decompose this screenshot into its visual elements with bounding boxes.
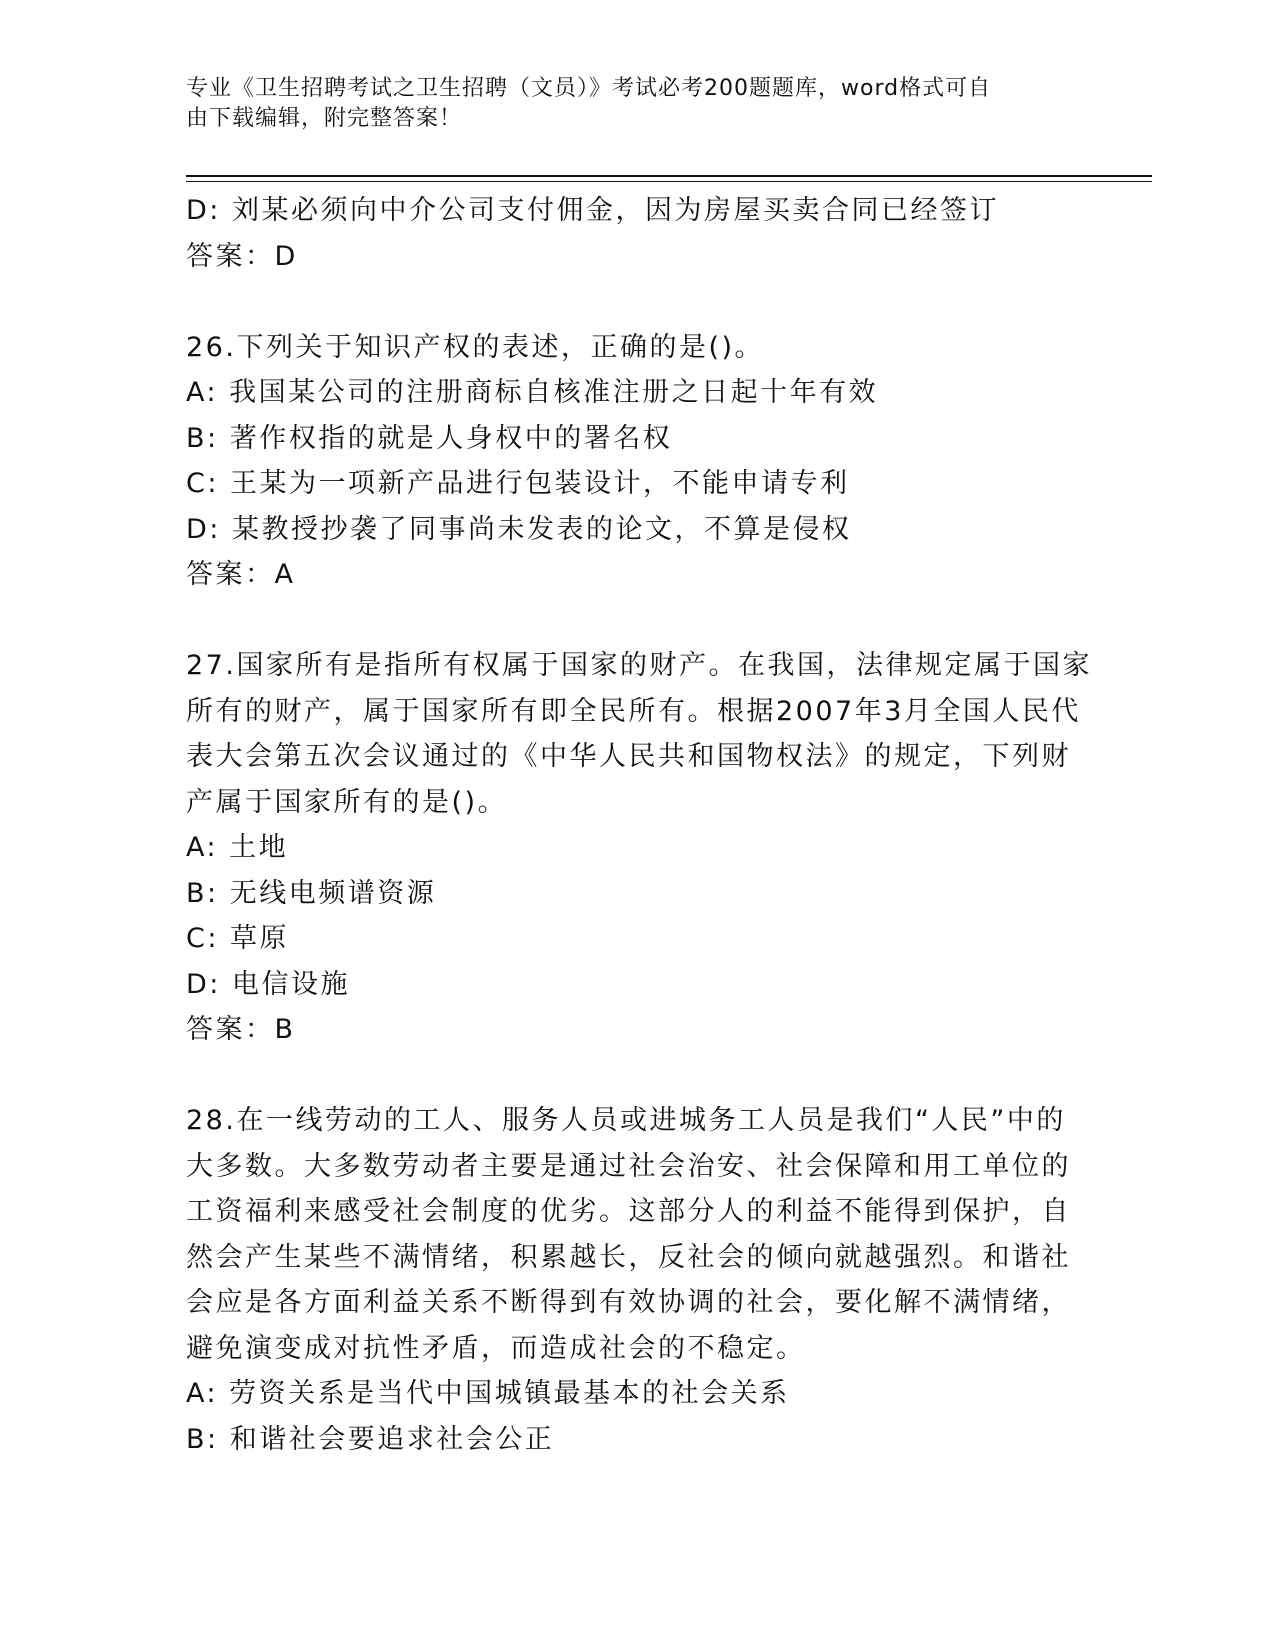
q27-option-b: B: 无线电频谱资源 (186, 877, 437, 909)
q27-option-d: D: 电信设施 (186, 968, 350, 1000)
q27-stem-line: 产属于国家所有的是()。 (186, 786, 508, 818)
q28-stem-line: 工资福利来感受社会制度的优劣。这部分人的利益不能得到保护，自 (186, 1196, 1071, 1227)
spacer (186, 1053, 1086, 1099)
spacer (186, 598, 1086, 644)
q26-option-d: D: 某教授抄袭了同事尚未发表的论文，不算是侵权 (186, 513, 852, 545)
q26-option-a: A: 我国某公司的注册商标自核准注册之日起十年有效 (186, 377, 879, 408)
q26-stem: 26.下列关于知识产权的表述，正确的是()。 (186, 331, 765, 363)
q26-option-b: B: 著作权指的就是人身权中的署名权 (186, 422, 673, 454)
q28-stem-line: 然会产生某些不满情绪，积累越长，反社会的倾向就越强烈。和谐社 (186, 1241, 1071, 1273)
q28-stem-line: 避免演变成对抗性矛盾，而造成社会的不稳定。 (186, 1332, 806, 1364)
q27-stem-line: 27.国家所有是指所有权属于国家的财产。在我国，法律规定属于国家 (186, 650, 1092, 681)
q27-stem-line: 所有的财产，属于国家所有即全民所有。根据2007年3月全国人民代 (186, 695, 1081, 727)
page-header (186, 74, 1066, 134)
q27-answer: 答案：B (186, 1014, 296, 1045)
header-line-1: 专业《卫生招聘考试之卫生招聘（文员）》考试必考200题题库，word格式可自 (186, 76, 992, 101)
q28-option-b: B: 和谐社会要追求社会公正 (186, 1423, 555, 1455)
q25-answer: 答案：D (186, 240, 298, 272)
header-rule-thick (186, 175, 1152, 177)
q28-stem-line: 大多数。大多数劳动者主要是通过社会治安、社会保障和用工单位的 (186, 1150, 1071, 1182)
header-rule-thin (186, 181, 1152, 182)
q28-stem-line: 28.在一线劳动的工人、服务人员或进城务工人员是我们“人民”中的 (186, 1105, 1066, 1136)
q26-option-c: C: 王某为一项新产品进行包装设计，不能申请专利 (186, 468, 850, 499)
header-line-2: 由下载编辑，附完整答案！ (186, 106, 463, 131)
q27-stem-line: 表大会第五次会议通过的《中华人民共和国物权法》的规定，下列财 (186, 741, 1071, 772)
spacer (186, 279, 1086, 325)
q27-option-a: A: 土地 (186, 832, 289, 863)
q25-option-d: D: 刘某必须向中介公司支付佣金，因为房屋买卖合同已经签订 (186, 195, 999, 226)
q28-stem-line: 会应是各方面利益关系不断得到有效协调的社会，要化解不满情绪， (186, 1287, 1071, 1318)
q27-option-c: C: 草原 (186, 923, 290, 954)
q26-answer: 答案：A (186, 559, 296, 590)
question-content (186, 188, 1092, 1462)
q28-option-a: A: 劳资关系是当代中国城镇最基本的社会关系 (186, 1378, 790, 1409)
